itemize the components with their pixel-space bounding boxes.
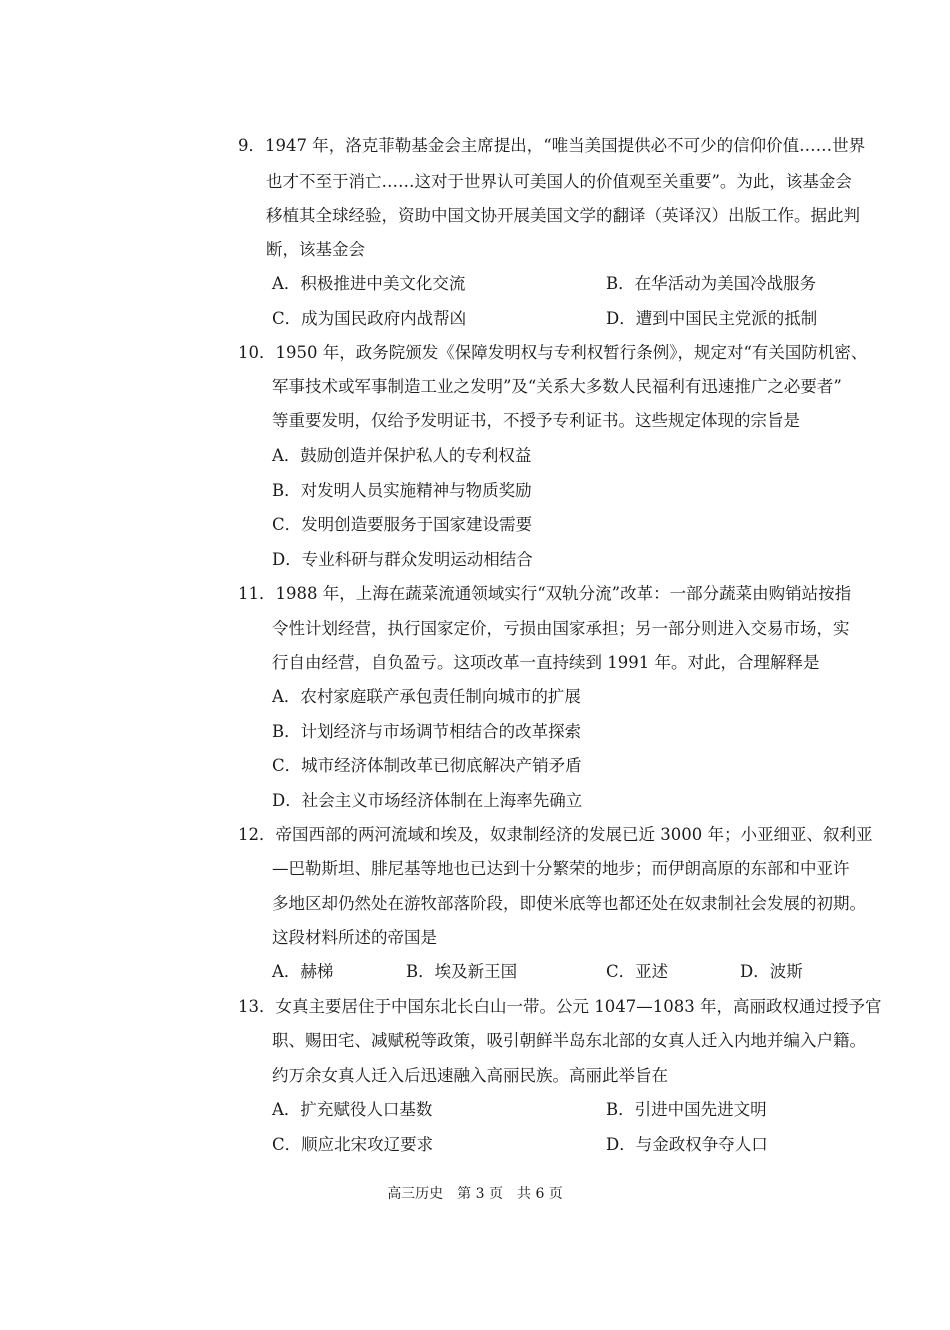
option-a: A．扩充赋役人口基数 — [272, 1100, 433, 1119]
question-number: 13． — [238, 997, 276, 1016]
option-b: B．在华活动为美国冷战服务 — [606, 274, 817, 293]
option-b: B．计划经济与市场调节相结合的改革探索 — [272, 722, 582, 741]
question-text-line: 等重要发明，仅给予发明证书，不授予专利证书。这些规定体现的宗旨是 — [272, 411, 800, 430]
option-a: A．农村家庭联产承包责任制向城市的扩展 — [272, 687, 581, 706]
option-c: C．顺应北宋攻辽要求 — [272, 1135, 434, 1154]
option-b: B．引进中国先进文明 — [606, 1100, 767, 1119]
option-b: B．对发明人员实施精神与物质奖励 — [272, 481, 532, 500]
option-d: D．波斯 — [740, 962, 803, 981]
question-text-line: 职、赐田宅、减赋税等政策，吸引朝鲜半岛东北部的女真人迁入内地并编入户籍。 — [272, 1031, 866, 1050]
question-text-line: 行自由经营，自负盈亏。这项改革一直持续到 1991 年。对此，合理解释是 — [272, 653, 820, 672]
question-text-line: 令性计划经营，执行国家定价，亏损由国家承担；另一部分则进入交易市场，实 — [272, 619, 850, 638]
question-text-line: 11．1988 年，上海在蔬菜流通领域实行“双轨分流”改革：一部分蔬菜由购销站按指 — [238, 584, 852, 603]
option-b: B．埃及新王国 — [406, 962, 518, 981]
question-text-line: 断，该基金会 — [266, 240, 365, 259]
question-text-line: 移植其全球经验，资助中国文协开展美国文学的翻译（英译汉）出版工作。据此判 — [266, 206, 860, 225]
question-text-line: 也才不至于消亡……这对于世界认可美国人的价值观至关重要”。为此，该基金会 — [266, 172, 852, 191]
question-number: 9． — [238, 136, 265, 155]
option-d: D．遭到中国民主党派的抵制 — [606, 309, 818, 328]
question-text-line: 军事技术或军事制造工业之发明”及“关系大多数人民福利有迅速推广之必要者” — [272, 377, 842, 396]
option-c: C．城市经济体制改革已彻底解决产销矛盾 — [272, 756, 582, 775]
question-number: 12． — [238, 825, 276, 844]
question-text-line: 约万余女真人迁入后迅速融入高丽民族。高丽此举旨在 — [272, 1066, 668, 1085]
option-c: C．成为国民政府内战帮凶 — [272, 309, 467, 328]
question-text-line: 9．1947 年，洛克菲勒基金会主席提出，“唯当美国提供必不可少的信仰价值……世界 — [238, 136, 866, 155]
option-a: A．赫梯 — [272, 962, 334, 981]
option-d: D．专业科研与群众发明运动相结合 — [272, 550, 533, 569]
option-a: A．积极推进中美文化交流 — [272, 274, 466, 293]
option-d: D．社会主义市场经济体制在上海率先确立 — [272, 791, 583, 810]
question-number: 10． — [238, 343, 276, 362]
question-text-line: 10．1950 年，政务院颁发《保障发明权与专利权暂行条例》，规定对“有关国防机密、 — [238, 343, 868, 362]
question-text-line: —巴勒斯坦、腓尼基等地也已达到十分繁荣的地步；而伊朗高原的东部和中亚许 — [272, 859, 850, 878]
question-text-line: 12．帝国西部的两河流域和埃及，奴隶制经济的发展已近 3000 年；小亚细亚、叙利亚 — [238, 825, 873, 844]
option-d: D．与金政权争夺人口 — [606, 1135, 768, 1154]
option-c: C．亚述 — [606, 962, 669, 981]
question-text-line: 13．女真主要居住于中国东北长白山一带。公元 1047—1083 年，高丽政权通过授予官 — [238, 997, 882, 1016]
question-number: 11． — [238, 584, 276, 603]
option-c: C．发明创造要服务于国家建设需要 — [272, 515, 533, 534]
question-text-line: 这段材料所述的帝国是 — [272, 928, 437, 947]
question-text-line: 多地区却仍然处在游牧部落阶段，即使米底等也都还处在奴隶制社会发展的初期。 — [272, 894, 866, 913]
option-a: A．鼓励创造并保护私人的专利权益 — [272, 446, 532, 465]
page-footer: 高三历史 第 3 页 共 6 页 — [387, 1186, 563, 1202]
